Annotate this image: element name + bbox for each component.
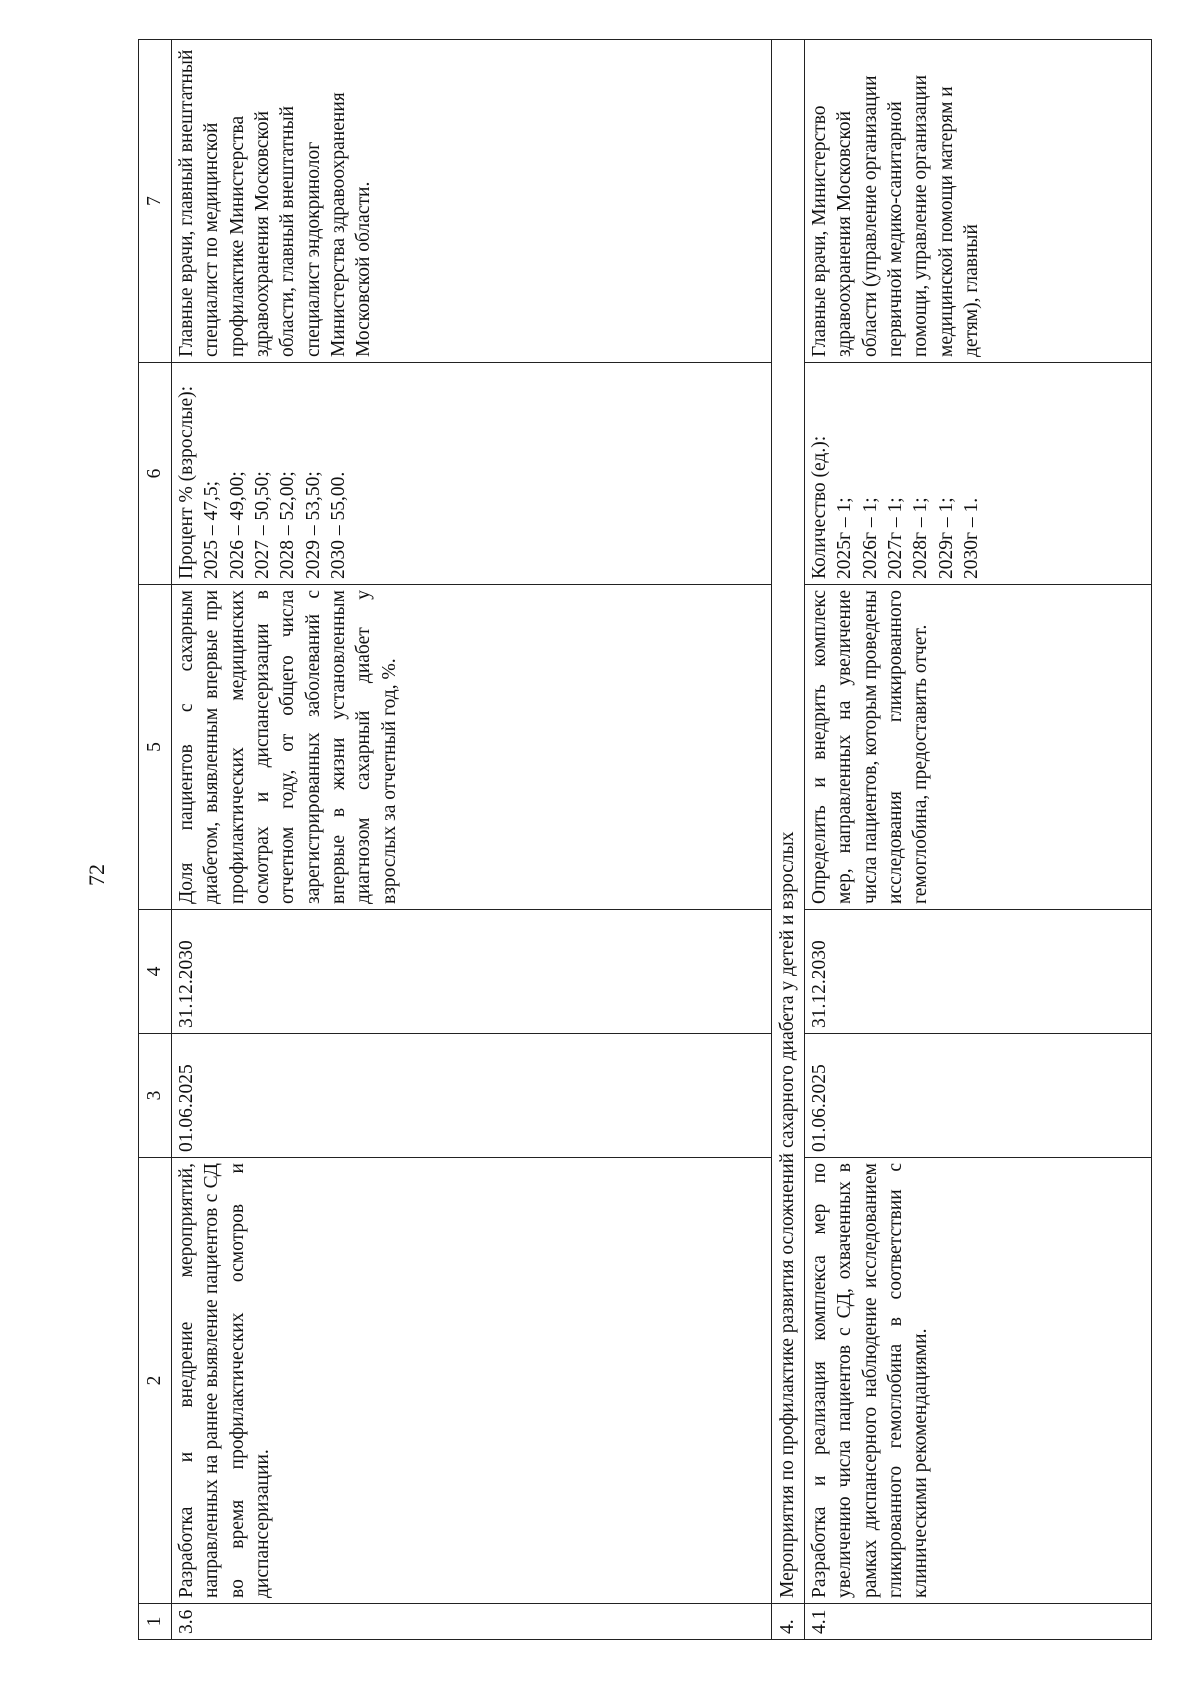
start-date-cell: 01.06.2025	[172, 1034, 772, 1158]
target-value-line: 2025г – 1;	[834, 497, 856, 579]
header-col-7: 7	[139, 40, 172, 363]
page-number: 72	[84, 864, 109, 886]
target-value-line: 2026 – 49,00;	[226, 471, 248, 579]
target-values-cell	[805, 363, 1152, 585]
target-value-line: 2027г – 1;	[885, 497, 907, 579]
target-value-line: 2029г – 1;	[935, 497, 957, 579]
start-date-cell: 01.06.2025	[805, 1034, 1152, 1158]
target-value-line: 2025 – 47,5;	[201, 480, 223, 579]
end-date-cell: 31.12.2030	[805, 910, 1152, 1034]
table-header-row	[139, 40, 172, 1640]
target-value-line: Количество (ед.):	[809, 435, 830, 579]
header-col-4: 4	[139, 910, 172, 1034]
header-col-3: 3	[139, 1034, 172, 1158]
section-row	[772, 40, 805, 1640]
target-values-cell	[172, 363, 772, 585]
indicator-cell: Доля пациентов с сахарным диабетом, выявленным впервые при профилактических медицинских осмотрах и диспансеризации в отчетном году, от общего числа зарегистрированных заболеваний с впервые в жизни установленным диагнозом сахарный диабет у взрослых за отчетный год, %.	[172, 585, 772, 910]
end-date-cell: 31.12.2030	[172, 910, 772, 1034]
table-row	[172, 40, 772, 1640]
header-col-5: 5	[139, 585, 172, 910]
activity-cell: Разработка и реализация комплекса мер по увеличению числа пациентов с СД, охваченных в рамках диспансерного наблюдение исследованием гликированного гемоглобина в соответствии с клиническими рекомендациями.	[805, 1158, 1152, 1604]
row-number: 3.6	[172, 1604, 772, 1640]
target-value-line: 2029 – 53,50;	[302, 471, 324, 579]
table-frame	[138, 40, 1152, 1640]
header-col-6: 6	[139, 363, 172, 585]
activity-cell: Разработка и внедрение мероприятий, направленных на раннее выявление пациентов с СД во время профилактических осмотров и диспансеризации.	[172, 1158, 772, 1604]
action-plan-table	[138, 39, 1152, 1640]
target-value-line: 2030г – 1.	[961, 497, 983, 579]
header-col-2: 2	[139, 1158, 172, 1604]
indicator-cell: Определить и внедрить комплекс мер, направленных на увеличение числа пациентов, которым проведены исследования гликированного гемоглобина, предоставить отчет.	[805, 585, 1152, 910]
target-value-line: 2030 – 55,00.	[328, 471, 350, 579]
header-col-1: 1	[139, 1604, 172, 1640]
responsible-cell: Главные врачи, главный внештатный специалист по медицинской профилактике Министерства здравоохранения Московской области, главный внештатный специалист эндокринолог Министерства здравоохранения Московской области.	[172, 40, 772, 363]
target-value-line: 2026г – 1;	[859, 497, 881, 579]
target-value-line: 2028 – 52,00;	[277, 471, 299, 579]
row-number: 4.1	[805, 1604, 1152, 1640]
target-value-line: 2027 – 50,50;	[252, 471, 274, 579]
rotated-table-container	[138, 40, 1152, 1640]
target-value-line: Процент % (взрослые):	[176, 385, 197, 579]
table-row	[805, 40, 1152, 1640]
target-value-line: 2028г – 1;	[910, 497, 932, 579]
section-number: 4.	[772, 1604, 805, 1640]
responsible-cell: Главные врачи, Министерство здравоохранения Московской области (управление организации первичной медико-санитарной помощи, управление организации медицинской помощи матерям и детям), главный	[805, 40, 1152, 363]
section-title: Мероприятия по профилактике развития осложнений сахарного диабета у детей и взрослых	[772, 40, 805, 1604]
